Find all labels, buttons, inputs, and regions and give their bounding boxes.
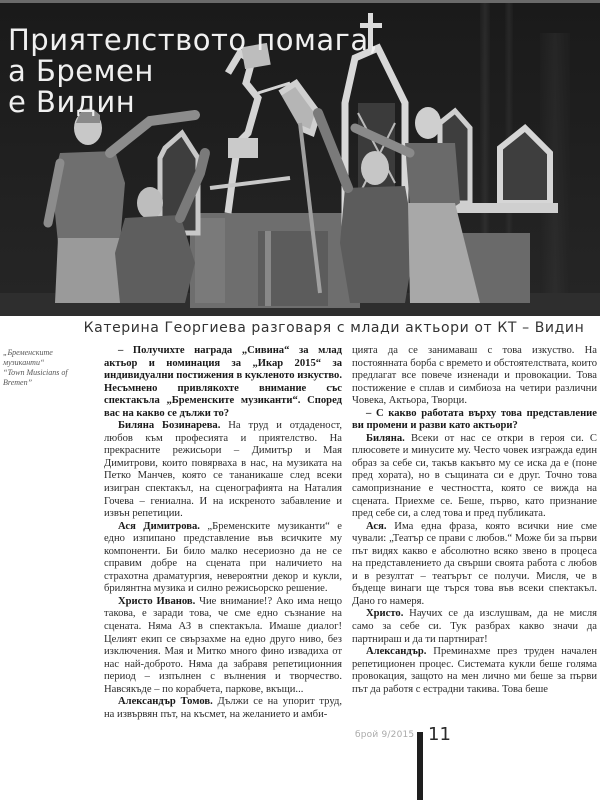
page-number: 11 [428, 724, 451, 745]
speaker-name: Биляна Бозинарева. [118, 420, 221, 432]
answer-text: Дължи се на упорит труд, на извървян път, на късмет, на желанието и амби- [104, 696, 342, 720]
answer-text: Има една фраза, която всички ние сме чували: „Театър се прави с любов.“ Може би за първи път видях какво е абсолютно всяко звено в процеса на представлението да свърши своята работа с любов и в резултат – театърът се получи. Мисля, че в бъдеще винаги ще търся това във всеки спектакъл. Дано го намеря. [352, 520, 597, 607]
caption-bg: „Бременските музиканти“ [3, 348, 53, 367]
interview-answer [352, 433, 597, 521]
interview-question: – С какво работата върху това представление ви промени и разви като актьори? [352, 407, 597, 432]
article-photo [0, 0, 600, 316]
answer-text: Научих се да изслушвам, да не мисля само за себе си. Тук разбрах какво значи да партнираш и да ти партнират! [352, 608, 597, 645]
speaker-name: Ася Димитрова. [118, 520, 200, 532]
speaker-name: Ася. [366, 520, 387, 532]
answer-text: Всеки от нас се откри в героя си. С плюсовете и минусите му. Често човек изгражда един образ за себе си, такъв какъвто му се иска да е (поне пред хората), но в същината си е друг. Точно това самопризнание е честността, която се вижда на сцената. Приехме се. Беше, първо, като признание пред себе си, а след това и пред публиката. [352, 432, 597, 520]
speaker-name: Христо Иванов. [118, 595, 196, 607]
caption-en: “Town Musicians of Bremen” [3, 368, 68, 387]
text-column-left [104, 345, 342, 721]
page-marker-bar [417, 732, 423, 800]
answer-text: Чие внимание!? Ако има нещо такова, е заради това, че сме едно съзнание на сцената. Няма АЗ в спектакъла. Имаше диалог! Целият екип се свързахме на едно друго ниво, без изключения. Мая и Митко много фино извадиха от нас най-доброто. Няма да забравя репетиционния период – изпълнен с вълнения и творчество. Навсякъде – по корабчета, паркове, вкъщи... [104, 595, 342, 695]
answer-text: Преминахме през труден начален репетиционен процес. Системата кукли беше голяма провокация, защото на мен лично ми беше за първи път да работя с естрадни такива. Това беше [352, 646, 597, 695]
interview-answer [352, 521, 597, 609]
interview-answer [104, 596, 342, 696]
interview-answer [104, 521, 342, 596]
issue-label: брой 9/2015 [355, 730, 415, 740]
text-column-right [352, 345, 597, 696]
article-headline [8, 25, 378, 118]
speaker-name: Александър. [366, 646, 427, 658]
headline-line-1: Приятелството помага, [8, 23, 379, 57]
interview-answer [352, 646, 597, 696]
headline-line-2: а Бремен [8, 54, 154, 88]
headline-line-3: е Видин [8, 85, 136, 119]
answer-text: „Бременските музиканти“ е едно изпипано представление във всичките му компоненти. Би било малко несериозно да не се справим добре на сцената при наличието на страхотна драматургия, невероятни декор и кукли, брилянтна музика и силно режисьорско решение. [104, 520, 342, 595]
article-subtitle: Катерина Георгиева разговаря с млади актьори от КТ – Видин [83, 320, 585, 336]
interview-question: – Получихте награда „Сивина“ за млад актьор и номинация за „Икар 2015“ за индивидуални постижения в кукленото изкуство. Несъмнено привлякохте внимание със спектакъла „Бременските музиканти“. Според вас на какво се дължи то? [104, 345, 342, 419]
speaker-name: Христо. [366, 608, 404, 620]
speaker-name: Биляна. [366, 432, 405, 444]
answer-text: На труд и отдаденост, любов към професията и приятелство. На прекрасните режисьори – Димитър и Мая Димитрови, които повярваха в нас, на музиката на Петко Манчев, която се тананикаше след всеки изигран спектакъл, на сценографията на Наталия Гочева – гениална. И на искреното забавление и извън репетиции. [104, 420, 343, 520]
answer-continuation: цията да се занимаваш с това изкуство. На постоянната борба с времето и обстоятелствата, които предлагат все повече изненади и провокации. Това постижение е сплав и симбиоза на четири различни Човека, Актьора, Творци. [352, 345, 597, 407]
speaker-name: Александър Томов. [118, 696, 213, 708]
photo-caption [3, 348, 91, 388]
interview-answer [352, 608, 597, 646]
interview-answer [104, 696, 342, 721]
interview-answer [104, 420, 342, 520]
